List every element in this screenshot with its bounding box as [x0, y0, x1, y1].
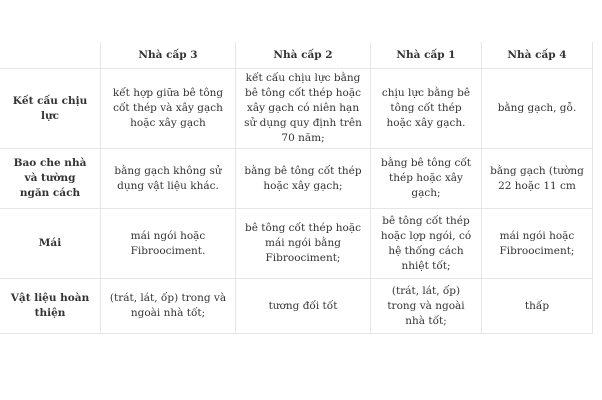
header-cell: Nhà cấp 3	[101, 42, 236, 69]
table-header-row	[0, 42, 593, 69]
table-cell: bằng gạch (tường 22 hoặc 11 cm	[482, 149, 593, 209]
header-cell: Nhà cấp 1	[371, 42, 482, 69]
row-header: Bao che nhà và tường ngăn cách	[0, 149, 101, 209]
table-cell: tương đối tốt	[236, 279, 371, 334]
header-cell: Nhà cấp 4	[482, 42, 593, 69]
row-header: Mái	[0, 209, 101, 279]
table-row	[0, 69, 593, 149]
table-cell: bằng bê tông cốt thép hoặc xây gạch;	[236, 149, 371, 209]
table-cell: bằng gạch, gỗ.	[482, 69, 593, 149]
table-cell: bằng gạch không sử dụng vật liệu khác.	[101, 149, 236, 209]
header-empty	[0, 42, 101, 69]
table-cell: bằng bê tông cốt thép hoặc xây gạch;	[371, 149, 482, 209]
table-cell: kết cấu chịu lực bằng bê tông cốt thép hoặc xây gạch có niên hạn sử dụng quy định trên 70 năm;	[236, 69, 371, 149]
table-cell: (trát, lát, ốp) trong và ngoài nhà tốt;	[101, 279, 236, 334]
house-grade-comparison-table	[0, 42, 593, 334]
table-cell: thấp	[482, 279, 593, 334]
table-row	[0, 209, 593, 279]
table-cell: (trát, lát, ốp) trong và ngoài nhà tốt;	[371, 279, 482, 334]
table-row	[0, 279, 593, 334]
table-cell: kết hợp giữa bê tông cốt thép và xây gạch hoặc xây gạch	[101, 69, 236, 149]
table-cell: bê tông cốt thép hoặc mái ngói bằng Fibroociment;	[236, 209, 371, 279]
table-cell: bê tông cốt thép hoặc lợp ngói, có hệ thống cách nhiệt tốt;	[371, 209, 482, 279]
table-cell: mái ngói hoặc Fibroociment.	[101, 209, 236, 279]
table-cell: chịu lực bằng bê tông cốt thép hoặc xây gạch.	[371, 69, 482, 149]
table-cell: mái ngói hoặc Fibroociment;	[482, 209, 593, 279]
header-cell: Nhà cấp 2	[236, 42, 371, 69]
row-header: Vật liệu hoàn thiện	[0, 279, 101, 334]
row-header: Kết cấu chịu lực	[0, 69, 101, 149]
table-row	[0, 149, 593, 209]
